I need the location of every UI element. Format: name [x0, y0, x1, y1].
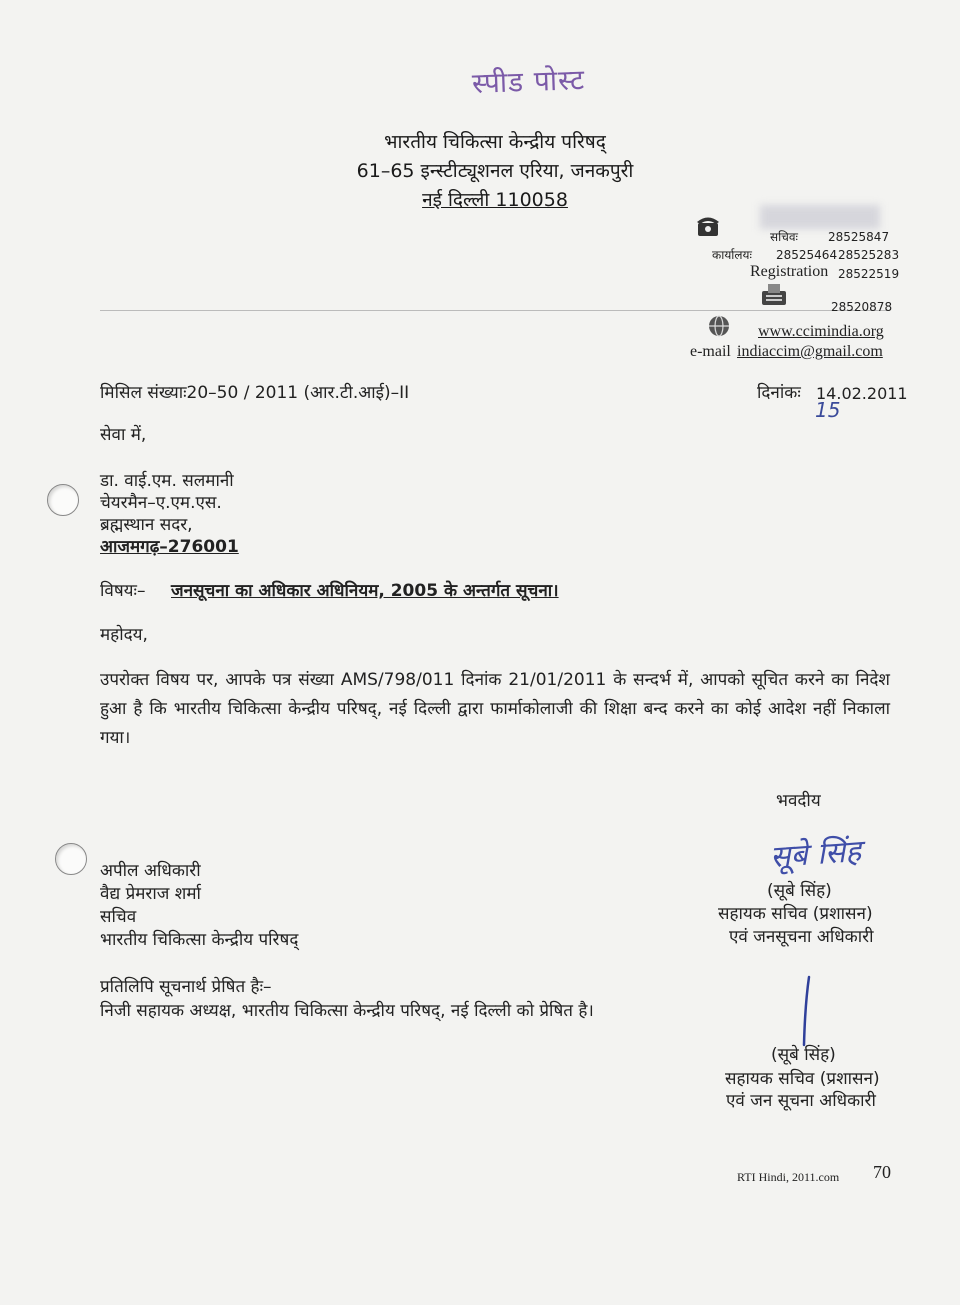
subject-text: जनसूचना का अधिकार अधिनियम, 2005 के अन्तर्गत सूचना। — [171, 581, 559, 601]
page-number: 70 — [873, 1162, 891, 1182]
org-city: नई दिल्ली 110058 — [422, 189, 568, 211]
signatory-1-designation: सहायक सचिव (प्रशासन) — [718, 904, 873, 924]
appellate-line-2: वैद्य प्रेमराज शर्मा — [100, 884, 201, 904]
signatory-2-name: (सूबे सिंह) — [771, 1045, 836, 1065]
speed-post-stamp: स्पीड पोस्ट — [471, 63, 586, 100]
fax-number: 28520878 — [831, 300, 893, 314]
signatory-1-name: (सूबे सिंह) — [767, 881, 832, 901]
fax-icon — [760, 282, 788, 308]
recipient-address: ब्रह्मस्थान सदर, — [100, 515, 193, 535]
recipient-name: डा. वाई.एम. सलमानी — [100, 471, 234, 491]
website-link[interactable]: www.ccimindia.org — [758, 323, 884, 340]
file-number: मिसिल संख्याः20–50 / 2011 (आर.टी.आई)–II — [100, 383, 410, 403]
appellate-line-4: भारतीय चिकित्सा केन्द्रीय परिषद् — [100, 930, 299, 950]
recipient-title: चेयरमैन–ए.एम.एस. — [100, 493, 222, 513]
redacted-area — [760, 205, 880, 229]
date-label: दिनांकः — [757, 383, 801, 403]
email-label: e-mail — [690, 343, 731, 360]
secretary-phone: 28525847 — [828, 230, 890, 244]
closing: भवदीय — [776, 791, 821, 811]
copy-label: प्रतिलिपि सूचनार्थ प्रेषित हैः– — [100, 977, 272, 997]
office-phone-2: 28525283 — [838, 248, 900, 262]
appellate-line-1: अपील अधिकारी — [100, 861, 201, 881]
punch-hole — [55, 843, 87, 875]
appellate-line-3: सचिव — [100, 907, 137, 927]
signature-1: सूबे सिंह — [769, 833, 863, 876]
punch-hole — [47, 484, 79, 516]
office-phone-label: कार्यालयः — [712, 248, 752, 262]
registration-phone: 28522519 — [838, 267, 900, 281]
greeting: महोदय, — [100, 625, 148, 645]
footer-source: RTI Hindi, 2011.com — [737, 1170, 840, 1184]
signatory-2-role: एवं जन सूचना अधिकारी — [726, 1091, 876, 1111]
signatory-2-designation: सहायक सचिव (प्रशासन) — [725, 1069, 880, 1089]
office-phone-1: 28525464 — [776, 248, 838, 262]
copy-text: निजी सहायक अध्यक्ष, भारतीय चिकित्सा केन्द्रीय परिषद्, नई दिल्ली को प्रेषित है। — [100, 1001, 594, 1021]
registration-label: Registration — [750, 263, 829, 280]
body-paragraph: उपरोक्त विषय पर, आपके पत्र संख्या AMS/798/011 दिनांक 21/01/2011 के सन्दर्भ में, आपको सूचित करने का निदेश हुआ है कि भारतीय चिकित्सा केन्द्रीय परिषद्, नई दिल्ली द्वारा फार्माकोलाजी की शिक्षा बन्द करने का कोई आदेश नहीं निकाला गया। — [100, 670, 890, 748]
org-address: 61–65 इन्स्टीट्यूशनल एरिया, जनकपुरी — [356, 160, 634, 182]
signatory-1-role: एवं जनसूचना अधिकारी — [729, 927, 874, 947]
secretary-phone-label: सचिवः — [770, 230, 798, 244]
salutation-to: सेवा में, — [100, 425, 147, 445]
email-link[interactable]: indiaccim@gmail.com — [737, 343, 883, 360]
date-value: 14.02.2011 — [816, 384, 908, 403]
recipient-city: आजमगढ़–276001 — [100, 537, 239, 557]
subject-label: विषयः– — [100, 581, 146, 601]
telephone-icon — [695, 213, 721, 239]
signature-2-stroke — [795, 975, 815, 1047]
handwritten-date-correction: 15 — [815, 398, 841, 422]
org-name: भारतीय चिकित्सा केन्द्रीय परिषद् — [384, 131, 606, 153]
globe-icon — [706, 314, 732, 338]
divider — [100, 310, 890, 311]
